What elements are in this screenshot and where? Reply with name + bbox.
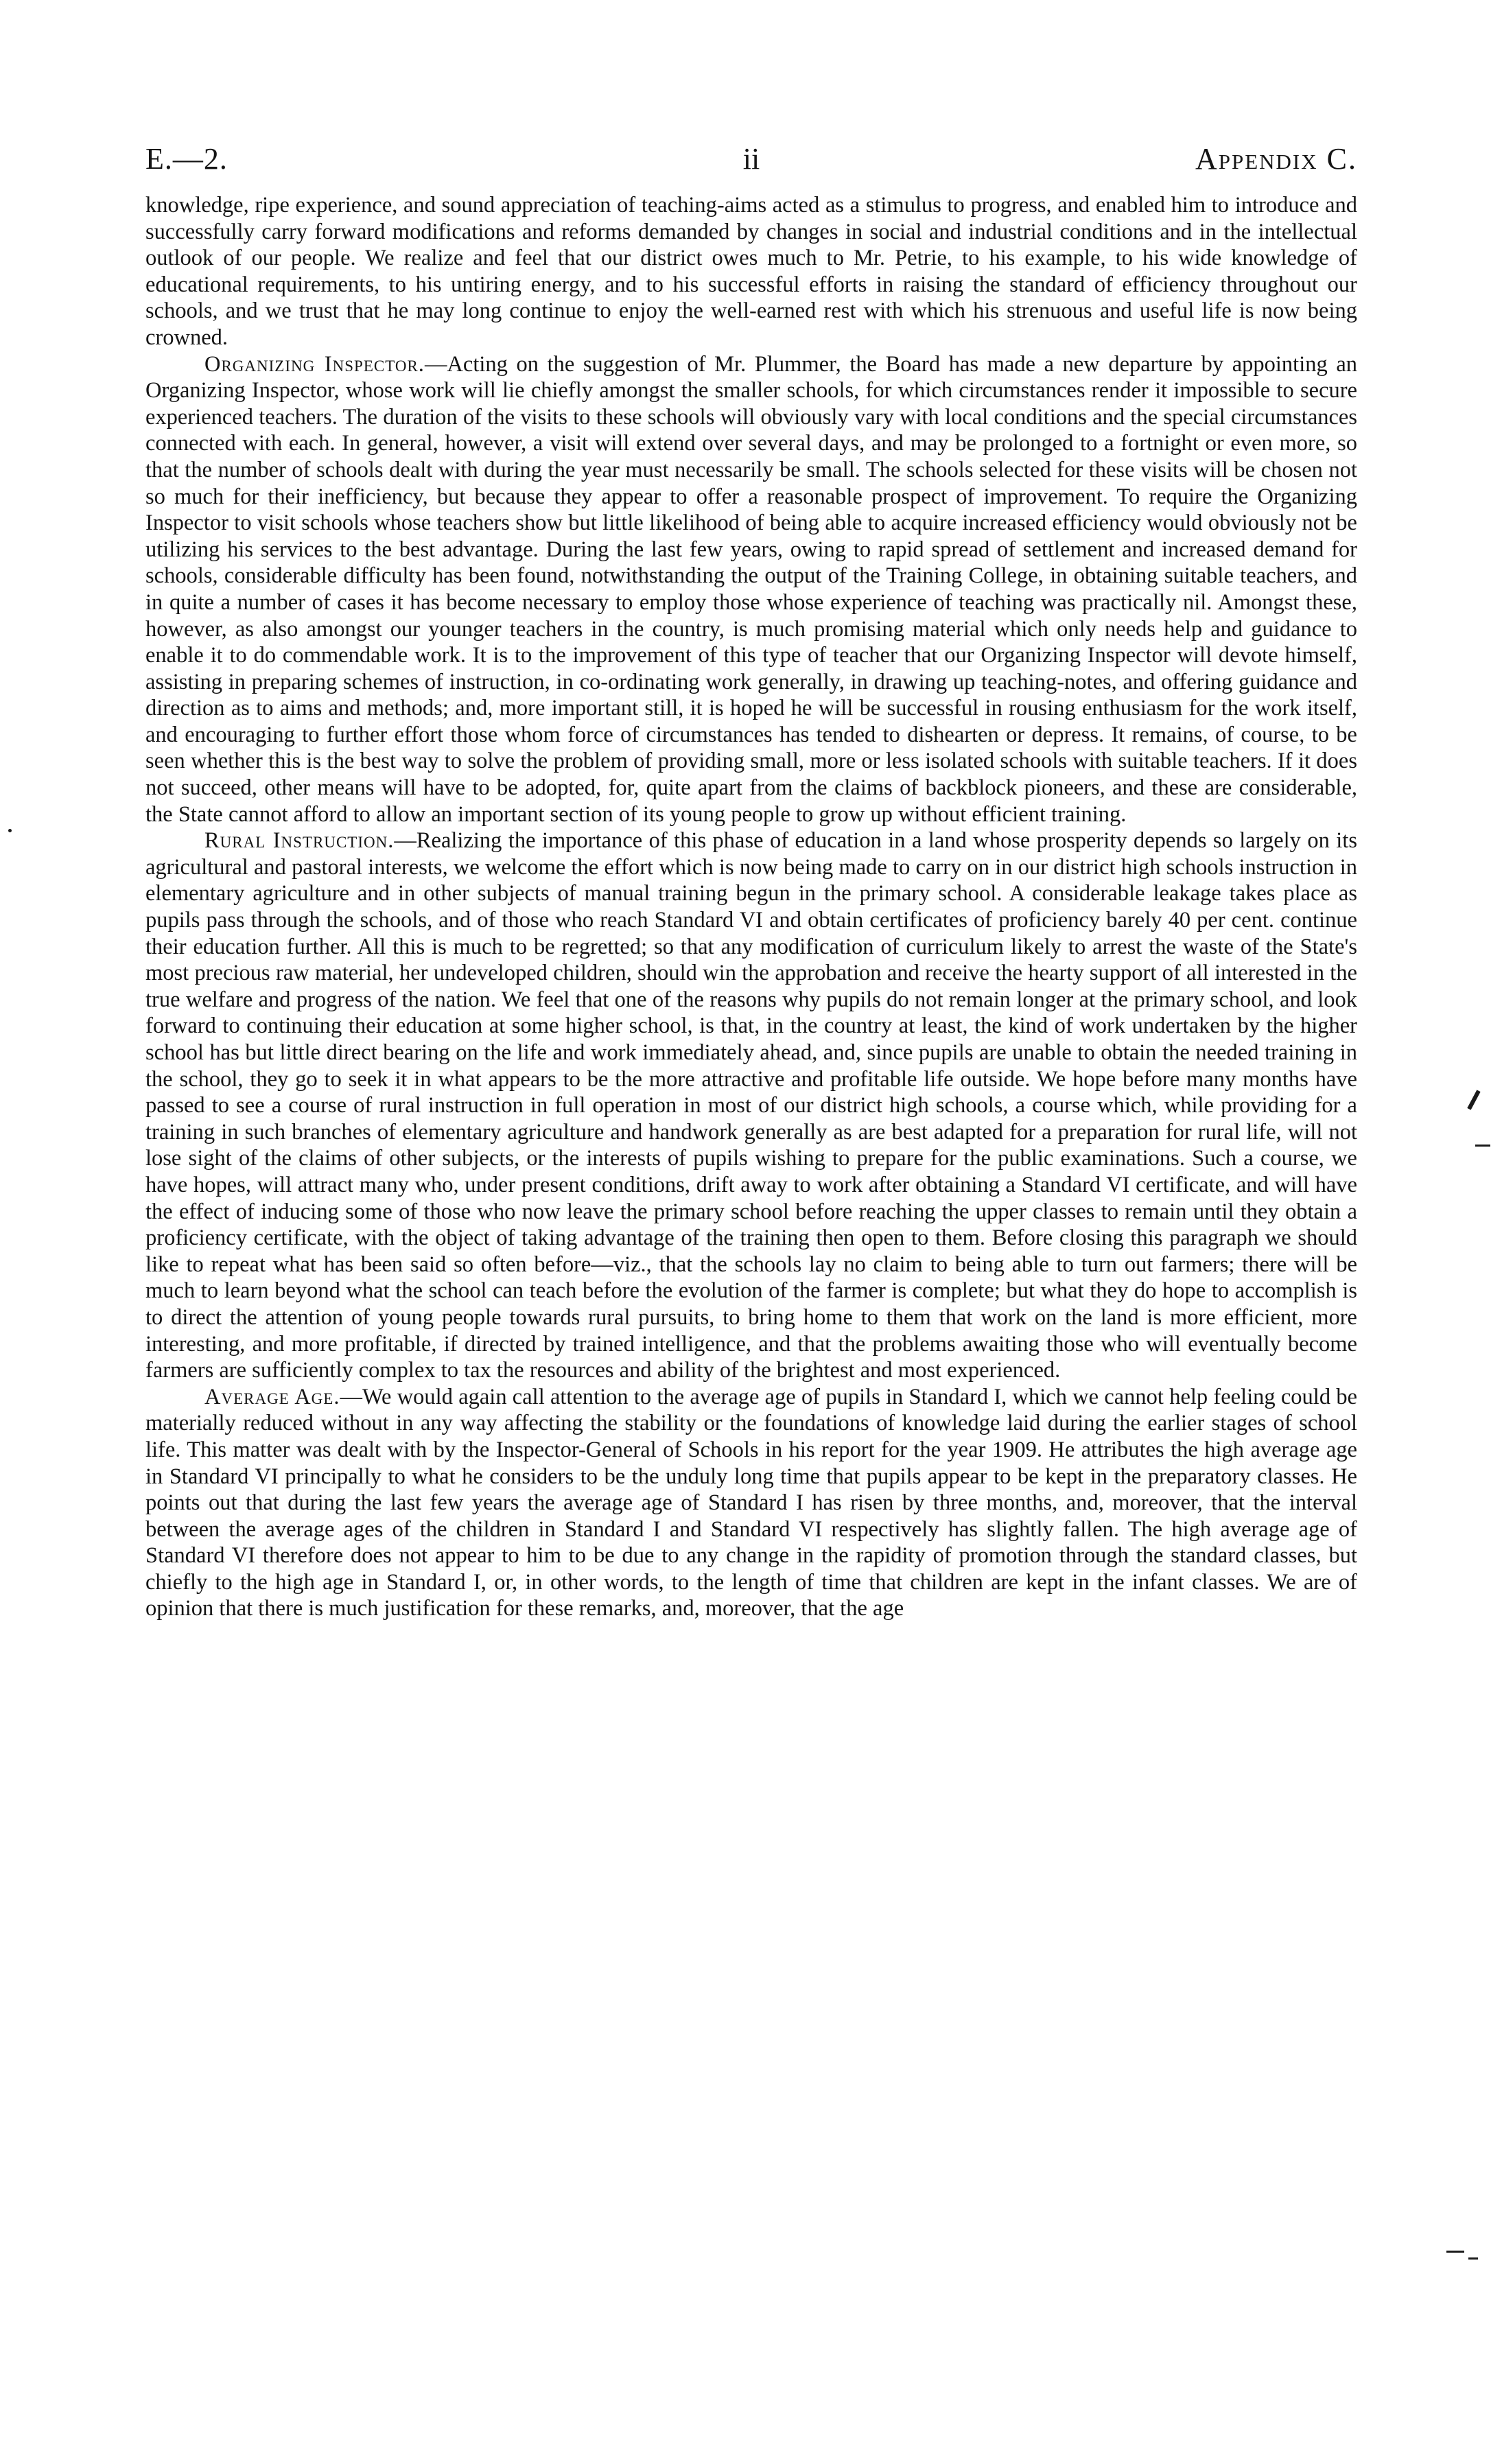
section-heading: Organizing Inspector.: [204, 351, 425, 377]
paragraph-average-age: [145, 1384, 1357, 1622]
page-header: [145, 139, 1357, 180]
appendix-label: Appendix C.: [1195, 142, 1357, 176]
page-number: ii: [742, 142, 760, 176]
paragraph-text: —Acting on the suggestion of Mr. Plummer, the Board has made a new departure by appointing an Organizing Inspector, whose work will lie chiefly amongst the smaller schools, for which circumstances render it impossible to secure experienced teachers. The duration of the visits to these schools will obviously vary with local conditions and the special circumstances connected with each. In general, however, a visit will extend over several days, and may be prolonged to a fortnight or even more, so that the number of schools dealt with during the year must necessarily be small. The schools selected for these visits will be chosen not so much for their inefficiency, but because they appear to offer a reasonable prospect of improvement. To require the Organizing Inspector to visit schools whose teachers show but little likelihood of being able to acquire increased efficiency would obviously not be utilizing his services to the best advantage. During the last few years, owing to rapid spread of settlement and increased demand for schools, considerable difficulty has been found, notwithstanding the output of the Training College, in obtaining suitable teachers, and in quite a number of cases it has become necessary to employ those whose experience of teaching was practically nil. Amongst these, however, as also amongst our younger teachers in the country, is much promising material which only needs help and guidance to enable it to do commendable work. It is to the improvement of this type of teacher that our Organizing Inspector will devote himself, assisting in preparing schemes of instruction, in co-ordinating work generally, in drawing up teaching-notes, and offering guidance and direction as to aims and methods; and, more important still, it is hoped he will be successful in rousing enthusiasm for the work itself, and encouraging to further effort those whom force of circumstances has tended to dishearten or depress. It remains, of course, to be seen whether this is the best way to solve the problem of providing small, more or less isolated schools with suitable teachers. If it does not succeed, other means will have to be adopted, for, quite apart from the claims of backblock pioneers, and these are considerable, the State cannot afford to allow an important section of its young people to grow up without efficient training.: [145, 351, 1357, 827]
scan-mark: [1468, 2257, 1478, 2260]
document-reference: E.—2.: [145, 142, 228, 176]
section-heading: Average Age.: [204, 1384, 340, 1409]
paragraph-organizing-inspector: [145, 351, 1357, 828]
scan-mark: [1446, 2251, 1464, 2253]
paragraph-continuation: [145, 192, 1357, 351]
paragraph-text: —Realizing the importance of this phase of education in a land whose prosperity depends so largely on its agricultural and pastoral interests, we welcome the effort which is now being made to carry on in our district high schools instruction in elementary agriculture and in other subjects of manual training begun in the primary school. A considerable leakage takes place as pupils pass through the schools, and of those who reach Standard VI and obtain certificates of proficiency barely 40 per cent. continue their education further. All this is much to be regretted; so that any modification of curriculum likely to arrest the waste of the State's most precious raw material, her undeveloped children, should win the approbation and receive the hearty support of all interested in the true welfare and progress of the nation. We feel that one of the reasons why pupils do not remain longer at the primary school, and look forward to continuing their education at some higher school, is that, in the country at least, the kind of work undertaken by the higher school has but little direct bearing on the life and work immediately ahead, and, since pupils are unable to obtain the needed training in the school, they go to seek it in what appears to be the more attractive and profitable life outside. We hope before many months have passed to see a course of rural instruction in full operation in most of our district high schools, a course which, while providing for a training in such branches of elementary agriculture and handwork generally as are best adapted for a preparation for rural life, will not lose sight of the claims of other subjects, or the interests of pupils wishing to prepare for the public examinations. Such a course, we have hopes, will attract many who, under present conditions, drift away to work after obtaining a Standard VI certificate, and will have the effect of inducing some of those who now leave the primary school before reaching the upper classes to remain until they obtain a proficiency certificate, with the object of taking advantage of the training then open to them. Before closing this paragraph we should like to repeat what has been said so often before—viz., that the schools lay no claim to being able to turn out farmers; there will be much to learn beyond what the school can teach before the evolution of the farmer is complete; but what they do hope to accomplish is to direct the attention of young people towards rural pursuits, to bring home to them that work on the land is more efficient, more interesting, and more profitable, if directed by trained intelligence, and that the problems awaiting those who will eventually become farmers are sufficiently complex to tax the resources and ability of the brightest and most experienced.: [145, 828, 1358, 1383]
scan-mark: [1467, 1090, 1480, 1110]
paragraph-rural-instruction: [145, 828, 1357, 1383]
section-heading: Rural Instruction.: [204, 828, 395, 854]
paragraph-text: knowledge, ripe experience, and sound appreciation of teaching-aims acted as a stimulus to progress, and enabled him to introduce and successfully carry forward modifications and reforms demanded by changes in social and industrial conditions and in the intellectual outlook of our people. We realize and feel that our district owes much to Mr. Petrie, to his example, to his wide knowledge of educational requirements, to his untiring energy, and to his successful efforts in raising the standard of efficiency throughout our schools, and we trust that he may long continue to enjoy the well-earned rest with which his strenuous and useful life is now being crowned.: [145, 193, 1357, 350]
body-text: [145, 192, 1357, 1622]
scan-speck: [8, 829, 12, 832]
scan-mark: [1475, 1145, 1490, 1147]
paragraph-text: —We would again call attention to the average age of pupils in Standard I, which we cannot help feeling could be materially reduced without in any way affecting the stability or the foundations of knowledge laid during the earlier stages of school life. This matter was dealt with by the Inspector-General of Schools in his report for the year 1909. He attributes the high average age in Standard VI principally to what he considers to be the unduly long time that pupils appear to be kept in the preparatory classes. He points out that during the last few years the average age of Standard I has risen by three months, and, moreover, that the interval between the average ages of the children in Standard I and Standard VI respectively has slightly fallen. The high average age of Standard VI therefore does not appear to him to be due to any change in the rapidity of promotion through the standard classes, but chiefly to the high age in Standard I, or, in other words, to the length of time that children are kept in the infant classes. We are of opinion that there is much justification for these remarks, and, moreover, that the age: [145, 1384, 1357, 1621]
